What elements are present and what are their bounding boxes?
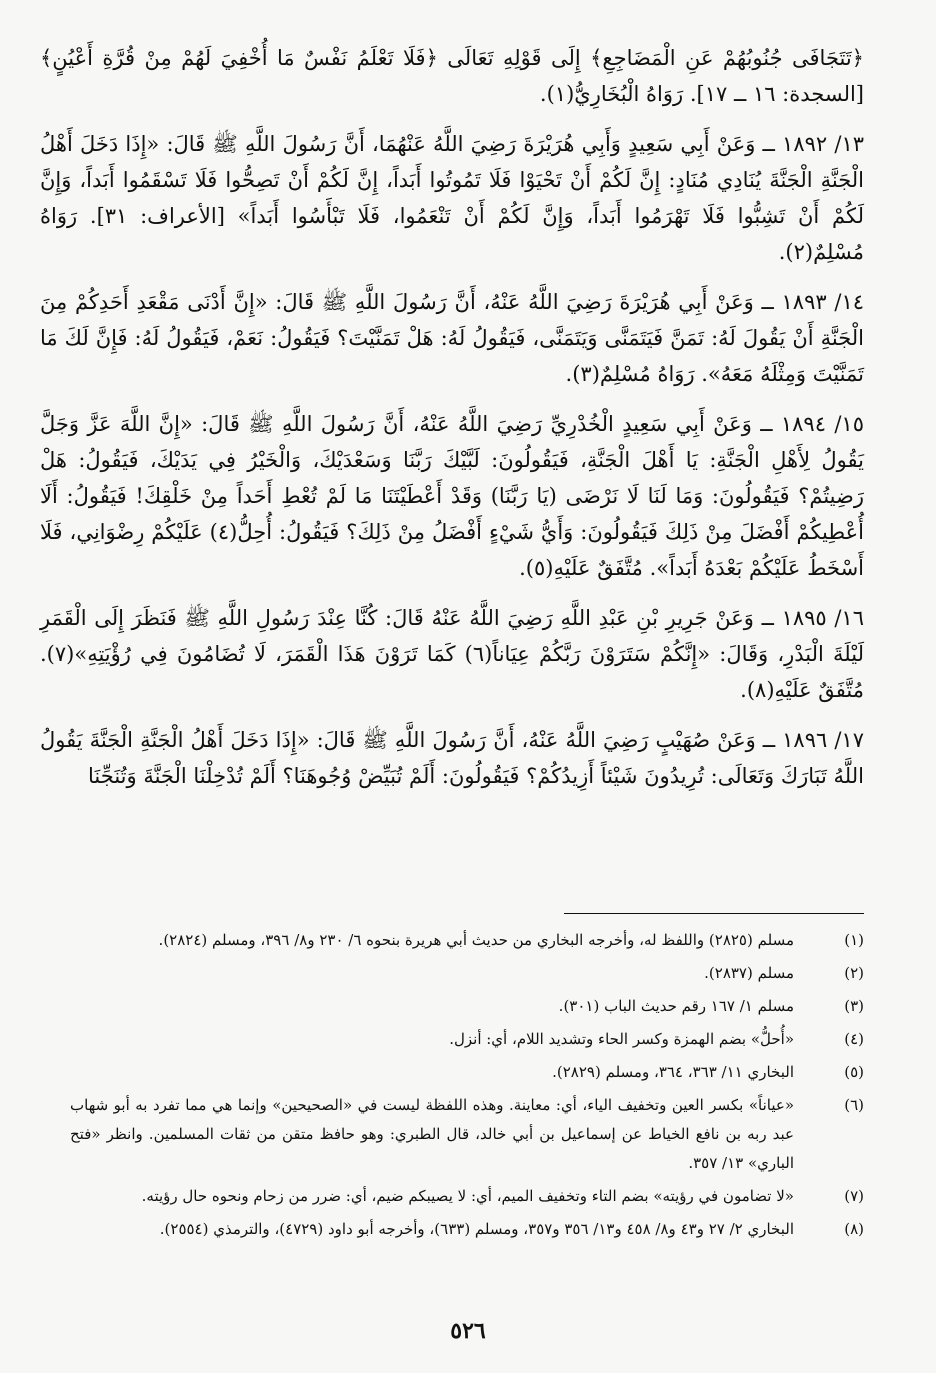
footnote-text: البخاري ٢/ ٢٧ و٤٣ و٨/ ٤٥٨ و١٣/ ٣٥٦ و٣٥٧، ومسلم (٦٣٣)، وأخرجه أبو داود (٤٧٢٩)، والترمذي (٢٥٥٤). — [159, 1220, 794, 1238]
footnote-2 — [70, 959, 864, 988]
paragraph-verse-continuation: ﴿تَتَجَافَى جُنُوبُهُمْ عَنِ الْمَضَاجِعِ﴾ إِلَى قَوْلِهِ تَعَالَى ﴿فَلَا تَعْلَمُ نَفْسٌ مَا أُخْفِيَ لَهُمْ مِنْ قُرَّةِ أَعْيُنٍ﴾ [السجدة: ١٦ ــ ١٧]. رَوَاهُ الْبُخَارِيُّ(١). — [40, 46, 864, 106]
footnote-text: مسلم ١/ ١٦٧ رقم حديث الباب (٣٠١). — [558, 997, 794, 1015]
footnote-text: «أُحلُّ» بضم الهمزة وكسر الحاء وتشديد اللام، أي: أنزل. — [449, 1030, 794, 1048]
footnote-number: (٦) — [844, 1096, 864, 1114]
footnote-number: (١) — [844, 931, 864, 949]
footnote-text: مسلم (٢٨٣٧). — [704, 964, 794, 982]
paragraph-hadith-1893: ١٤/ ١٨٩٣ ــ وَعَنْ أَبِي هُرَيْرَةَ رَضِيَ اللَّهُ عَنْهُ، أَنَّ رَسُولَ اللَّهِ ﷺ قَالَ: «إِنَّ أَدْنَى مَقْعَدِ أَحَدِكُمْ مِنَ الْجَنَّةِ أَنْ يَقُولَ لَهُ: تَمَنَّ فَيَتَمَنَّى وَيَتَمَنَّى، فَيَقُولُ لَهُ: هَلْ تَمَنَّيْتَ؟ فَيَقُولُ: نَعَمْ، فَيَقُولُ لَهُ: فَإِنَّ لَكَ مَا تَمَنَّيْتَ وَمِثْلَهُ مَعَهُ». رَوَاهُ مُسْلِمٌ(٣). — [40, 290, 864, 386]
footnote-text: «عياناً» بكسر العين وتخفيف الياء، أي: معاينة. وهذه اللفظة ليست في «الصحيحين» وإنما هي مما تفرد به أبو شهاب عبد ربه بن نافع الخياط عن إسماعيل بن أبي خالد، قال الطبري: وهو حافظ متقن من ثقات المسلمين. وانظر «فتح الباري» ١٣/ ٣٥٧. — [70, 1096, 794, 1172]
footnote-text: البخاري ١١/ ٣٦٣، ٣٦٤، ومسلم (٢٨٢٩). — [552, 1063, 794, 1081]
paragraph-hadith-1892: ١٣/ ١٨٩٢ ــ وَعَنْ أَبِي سَعِيدٍ وَأَبِي هُرَيْرَةَ رَضِيَ اللَّهُ عَنْهُمَا، أَنَّ رَسُولَ اللَّهِ ﷺ قَالَ: «إِذَا دَخَلَ أَهْلُ الْجَنَّةِ الْجَنَّةَ يُنَادِي مُنَادٍ: إِنَّ لَكُمْ أَنْ تَحْيَوْا فَلَا تَمُوتُوا أَبَداً، إِنَّ لَكُمْ أَنْ تَصِحُّوا فَلَا تَسْقَمُوا أَبَداً، وَإِنَّ لَكُمْ أَنْ تَشِبُّوا فَلَا تَهْرَمُوا أَبَداً، وَإِنَّ لَكُمْ أَنْ تَنْعَمُوا، فَلَا تَبْأَسُوا أَبَداً» [الأعراف: ٣١]. رَوَاهُ مُسْلِمٌ(٢). — [40, 132, 864, 264]
page-number: ٥٢٦ — [450, 1318, 486, 1344]
footnote-text: «لا تضامون في رؤيته» بضم التاء وتخفيف الميم، أي: لا يصيبكم ضيم، أي: ضرر من زحام ونحوه حال رؤيته. — [141, 1187, 794, 1205]
footnote-separator — [564, 913, 864, 914]
footnote-1 — [70, 926, 864, 955]
footnote-text: مسلم (٢٨٢٥) واللفظ له، وأخرجه البخاري من حديث أبي هريرة بنحوه ٦/ ٢٣٠ و٨/ ٣٩٦، ومسلم (٢٨٢٤). — [158, 931, 794, 949]
paragraph-hadith-1895: ١٦/ ١٨٩٥ ــ وَعَنْ جَرِيرِ بْنِ عَبْدِ اللَّهِ رَضِيَ اللَّهُ عَنْهُ قَالَ: كُنَّا عِنْدَ رَسُولِ اللَّهِ ﷺ فَنَظَرَ إِلَى الْقَمَرِ لَيْلَةَ الْبَدْرِ، وَقَالَ: «إِنَّكُمْ سَتَرَوْنَ رَبَّكُمْ عِيَاناً(٦) كَمَا تَرَوْنَ هَذَا الْقَمَرَ، لَا تُضَامُونَ فِي رُؤْيَتِهِ»(٧). مُتَّفَقٌ عَلَيْهِ(٨). — [40, 606, 864, 702]
footnote-number: (٧) — [844, 1187, 864, 1205]
paragraph-hadith-1894: ١٥/ ١٨٩٤ ــ وَعَنْ أَبِي سَعِيدٍ الْخُدْرِيِّ رَضِيَ اللَّهُ عَنْهُ، أَنَّ رَسُولَ اللَّهِ ﷺ قَالَ: «إِنَّ اللَّهَ عَزَّ وَجَلَّ يَقُولُ لِأَهْلِ الْجَنَّةِ: يَا أَهْلَ الْجَنَّةِ، فَيَقُولُونَ: لَبَّيْكَ رَبَّنَا وَسَعْدَيْكَ، وَالْخَيْرُ فِي يَدَيْكَ، فَيَقُولُ: هَلْ رَضِيتُمْ؟ فَيَقُولُونَ: وَمَا لَنَا لَا نَرْضَى (يَا رَبَّنَا) وَقَدْ أَعْطَيْتَنَا مَا لَمْ تُعْطِ أَحَداً مِنْ خَلْقِكَ! فَيَقُولُ: أَلَا أُعْطِيكُمْ أَفْضَلَ مِنْ ذَلِكَ فَيَقُولُونَ: وَأَيُّ شَيْءٍ أَفْضَلُ مِنْ ذَلِكَ؟ فَيَقُولُ: أُحِلُّ(٤) عَلَيْكُمْ رِضْوَانِي، فَلَا أَسْخَطُ عَلَيْكُمْ بَعْدَهُ أَبَداً». مُتَّفَقٌ عَلَيْهِ(٥). — [40, 412, 864, 580]
paragraph-hadith-1896: ١٧/ ١٨٩٦ ــ وَعَنْ صُهَيْبٍ رَضِيَ اللَّهُ عَنْهُ، أَنَّ رَسُولَ اللَّهِ ﷺ قَالَ: «إِذَا دَخَلَ أَهْلُ الْجَنَّةِ الْجَنَّةَ يَقُولُ اللَّهُ تَبَارَكَ وَتَعَالَى: تُرِيدُونَ شَيْئاً أَزِيدُكُمْ؟ فَيَقُولُونَ: أَلَمْ تُبَيِّضْ وُجُوهَنَا؟ أَلَمْ تُدْخِلْنَا الْجَنَّةَ وَتُنَجِّنَا — [40, 728, 864, 788]
footnote-number: (٤) — [844, 1030, 864, 1048]
footnote-4 — [70, 1025, 864, 1054]
footnote-3 — [70, 992, 864, 1021]
footnote-number: (٥) — [844, 1063, 864, 1081]
footnote-number: (٣) — [844, 997, 864, 1015]
footnote-number: (٨) — [844, 1220, 864, 1238]
footnote-7 — [70, 1182, 864, 1211]
main-text — [40, 40, 864, 794]
footnote-8 — [70, 1215, 864, 1244]
footnotes — [70, 926, 864, 1248]
footnote-number: (٢) — [844, 964, 864, 982]
footnote-6 — [70, 1091, 864, 1178]
footnote-5 — [70, 1058, 864, 1087]
